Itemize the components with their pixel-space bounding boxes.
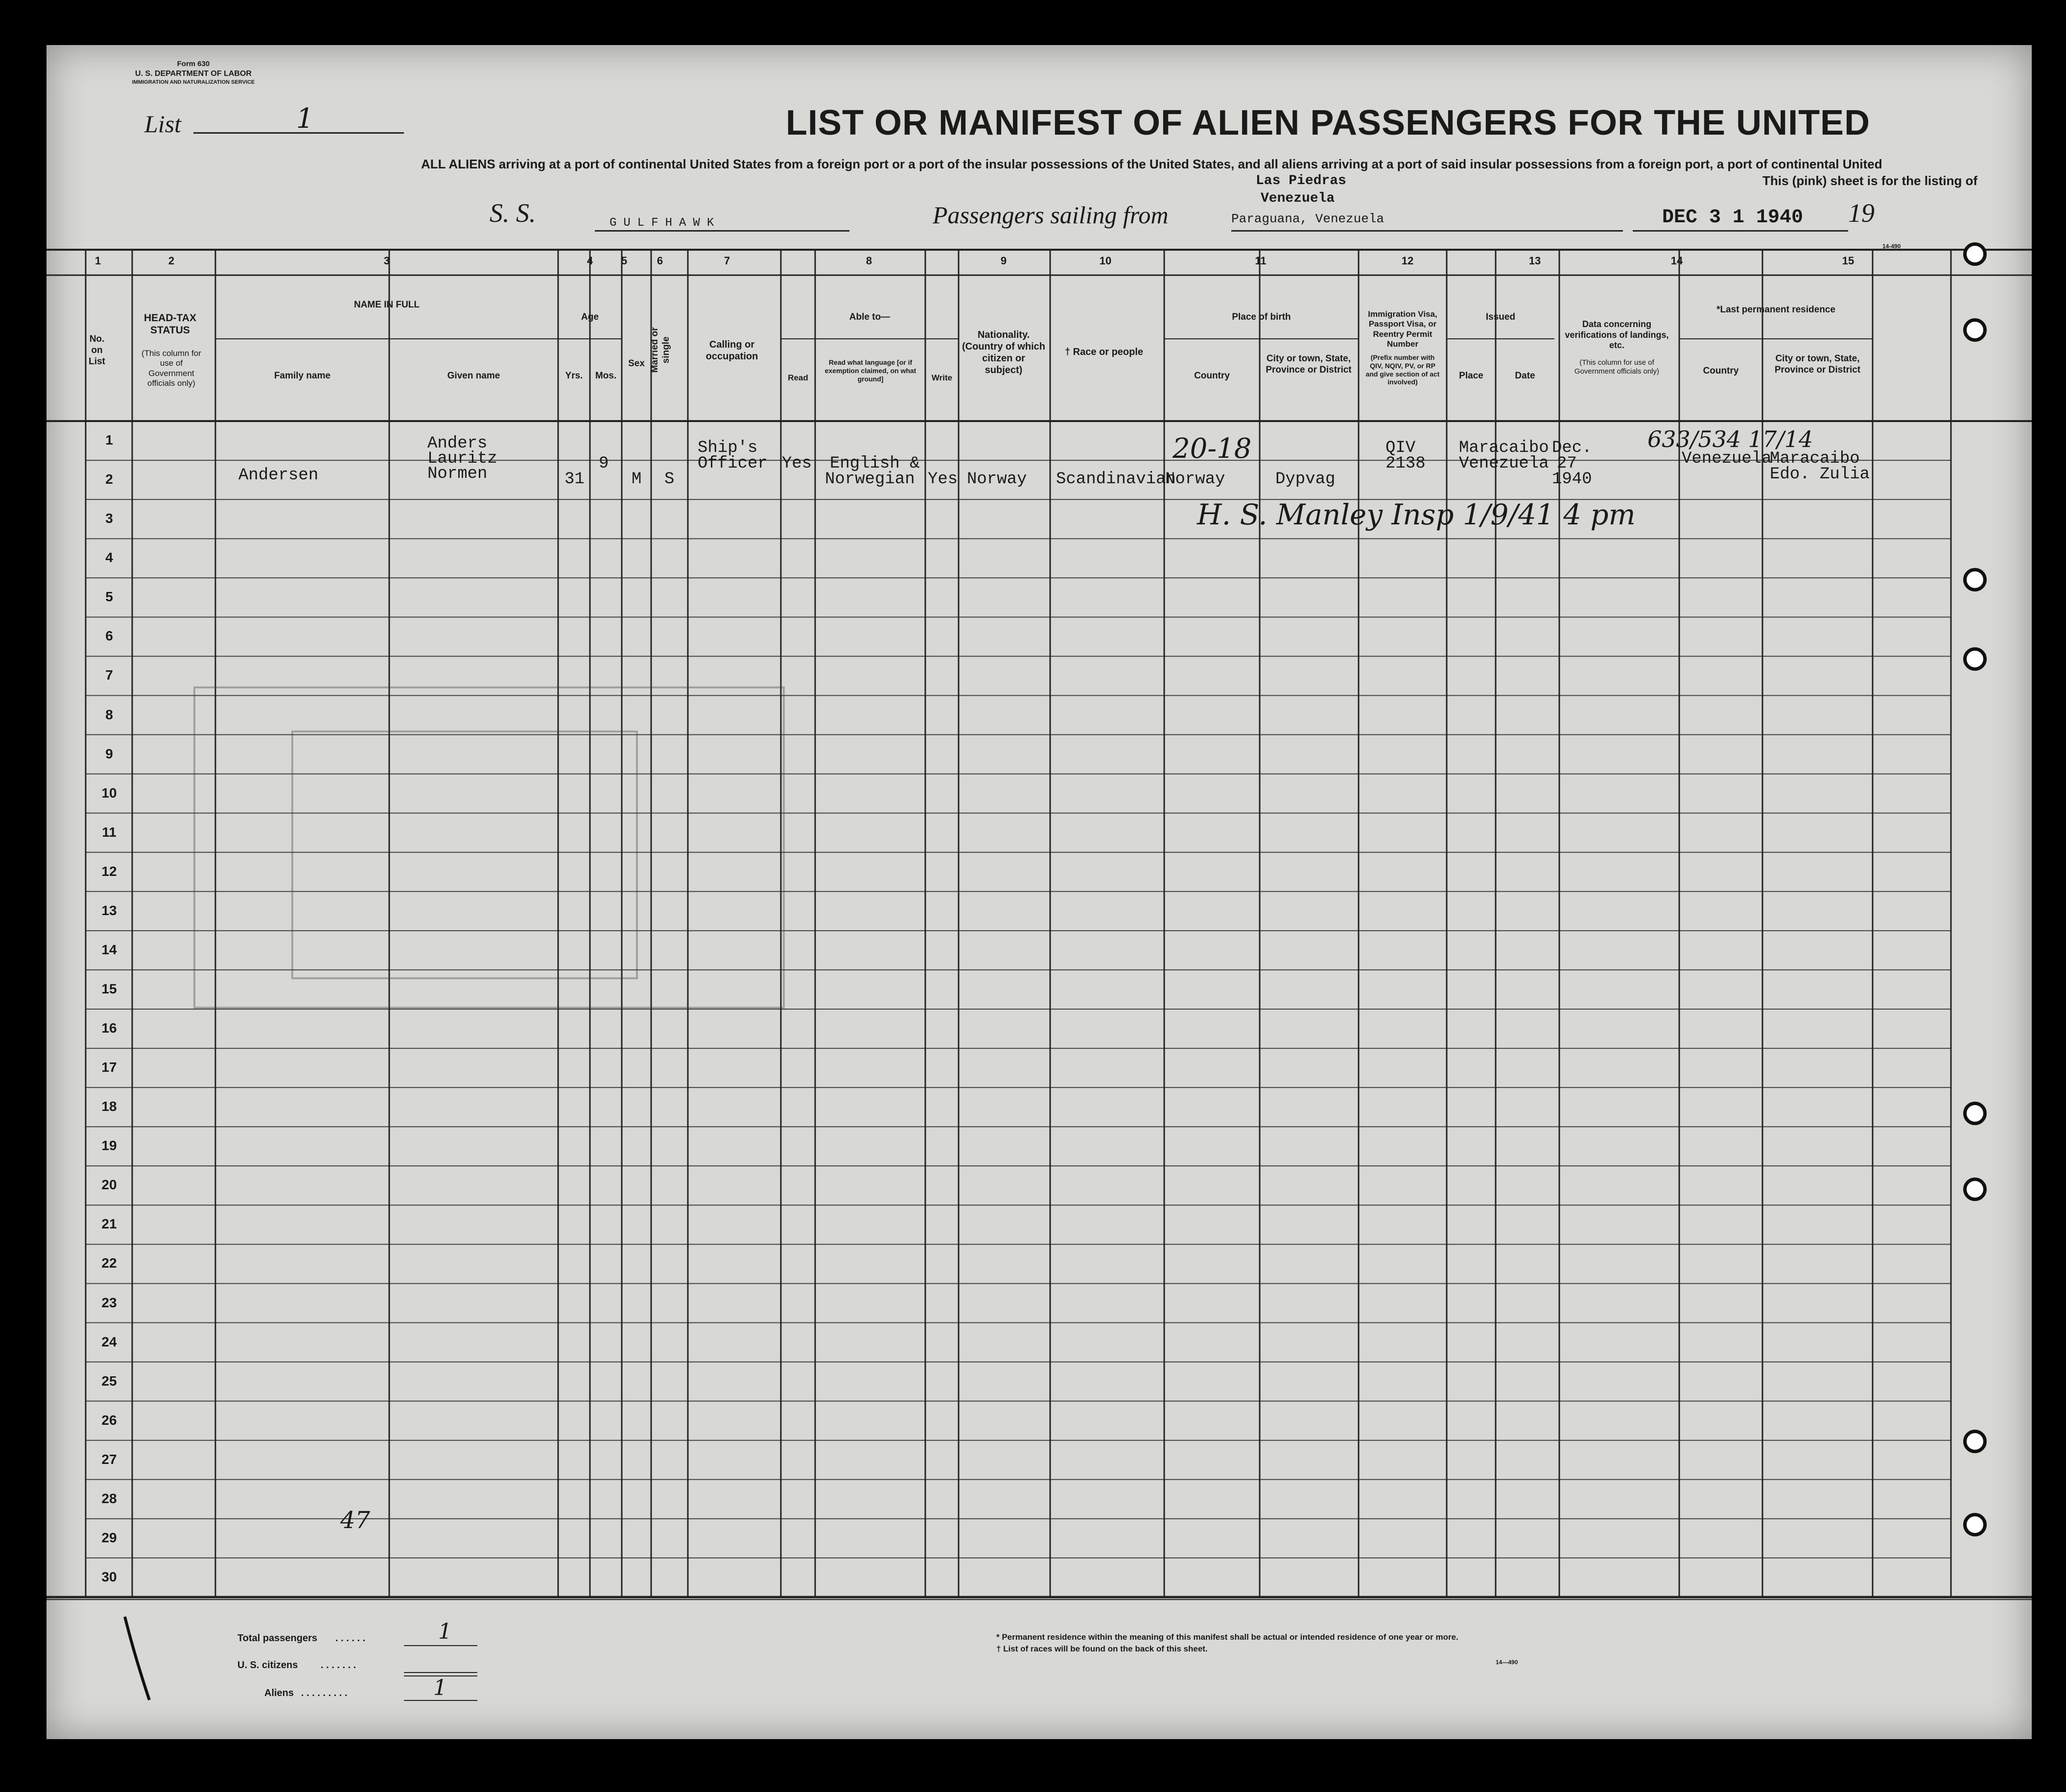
year-label: 19 (1848, 198, 1875, 228)
header-issued-date: Date (1515, 371, 1535, 381)
manifest-sheet (47, 45, 2032, 1739)
entry-nationality: Norway (967, 470, 1027, 489)
header-read: Read (788, 373, 808, 382)
header-given-name: Given name (447, 371, 500, 381)
header-data-concerning: Data concerning verifications of landings, etc. (1565, 319, 1669, 351)
total-line (404, 1645, 477, 1646)
inspector-signature: H. S. Manley Insp 1/9/41 4 pm (1197, 498, 1636, 531)
footer-notes (996, 1631, 1458, 1655)
col-number: 4 (587, 255, 593, 267)
entry-write: Yes (928, 470, 958, 489)
us-citizens-dots: . . . . . . . (321, 1660, 356, 1671)
row-number: 16 (101, 1020, 117, 1036)
binder-hole (1963, 647, 1987, 671)
binder-hole (1963, 1513, 1987, 1536)
header-head-tax: HEAD-TAX STATUS (144, 312, 196, 336)
col-number: 7 (724, 255, 730, 267)
birth-annotation: 20-18 (1173, 433, 1252, 465)
header-res-city: City or town, State, Province or District (1774, 354, 1861, 375)
entry-issued-date-3: 1940 (1552, 470, 1592, 489)
header-visa: Immigration Visa, Passport Visa, or Reentry Permit Number (1368, 309, 1437, 349)
form-number: Form 630 (177, 60, 210, 68)
entry-married: S (664, 470, 675, 489)
ship-name: GULFHAWK (610, 216, 721, 230)
col-number: 13 (1528, 255, 1541, 267)
entry-mos: 9 (599, 454, 609, 473)
col-number: 14 (1670, 255, 1683, 267)
header-data-note: (This column for use of Government officials only) (1574, 358, 1660, 376)
verification-annotation: 633/534 17/14 (1647, 426, 1813, 452)
col-number: 5 (621, 255, 628, 267)
entry-language-1: English & (830, 454, 920, 473)
service-label: IMMIGRATION AND NATURALIZATION SERVICE (132, 79, 255, 85)
header-write: Write (931, 373, 953, 382)
entry-res-city-2: Edo. Zulia (1770, 465, 1870, 484)
row-number: 21 (101, 1216, 117, 1232)
header-birth-country: Country (1194, 371, 1230, 381)
us-citizens-label: U. S. citizens (237, 1660, 298, 1671)
row-number: 6 (105, 628, 113, 644)
header-name-in-full: NAME IN FULL (353, 300, 420, 310)
date-stamp: DEC 3 1 1940 (1662, 207, 1804, 229)
col-number: 1 (94, 255, 101, 267)
row-number: 1 (105, 432, 113, 448)
entry-issued-date-2: 27 (1557, 454, 1577, 473)
col-number: 12 (1401, 255, 1414, 267)
entry-res-city-1: Maracaibo (1770, 449, 1860, 468)
instructions-line-1: ALL ALIENS arriving at a port of continental United States from a foreign port or a port of the insular possessions of the United States, and all aliens arriving at a port of said insular possessions from a foreign port, a port of continental United (421, 157, 1882, 171)
department-label: U. S. DEPARTMENT OF LABOR (135, 70, 252, 78)
col-number: 8 (866, 255, 872, 267)
header-issued-place: Place (1459, 371, 1483, 381)
list-label: List (144, 110, 182, 138)
col-number: 15 (1842, 255, 1855, 267)
footer-code: 14—490 (1496, 1659, 1518, 1666)
row-number: 3 (105, 511, 113, 526)
aliens-value: 1 (433, 1675, 447, 1700)
margin-stroke (115, 1612, 174, 1710)
instructions-line-2: This (pink) sheet is for the listing of (1762, 173, 1978, 188)
row-number: 9 (105, 746, 113, 761)
row-number: 17 (101, 1060, 117, 1075)
aliens-dots: . . . . . . . . . (301, 1688, 348, 1698)
entry-occupation-2: Officer (698, 454, 768, 473)
col-number: 9 (1000, 255, 1007, 267)
binder-hole (1963, 1178, 1987, 1201)
form-code: 14-490 (1882, 243, 1901, 250)
header-mos: Mos. (595, 371, 617, 381)
row-number: 29 (101, 1530, 117, 1545)
entry-issued-place-2: Venezuela (1459, 454, 1549, 473)
row-number: 28 (101, 1490, 117, 1506)
row-number: 19 (101, 1138, 117, 1154)
row-number: 13 (101, 902, 117, 918)
row-number: 10 (101, 785, 117, 801)
row-number: 18 (101, 1099, 117, 1114)
row-number: 14 (101, 942, 117, 957)
entry-race: Scandinavian (1056, 470, 1176, 489)
header-race: † Race or people (1064, 347, 1144, 357)
header-able-to: Able to— (849, 312, 891, 322)
col-number: 11 (1255, 255, 1267, 267)
row-number: 4 (105, 550, 113, 566)
binder-hole (1963, 242, 1987, 266)
entry-issued-date-1: Dec. (1552, 439, 1592, 457)
header-no-on-list: No. on List (89, 334, 105, 367)
entry-issued-place-1: Maracaibo (1459, 439, 1549, 457)
port-line-3: Paraguana, Venezuela (1231, 212, 1385, 226)
entry-read: Yes (782, 454, 812, 473)
port-line-2: Venezuela (1261, 191, 1335, 206)
row-number: 11 (102, 824, 117, 840)
ss-label: S. S. (490, 198, 536, 228)
col-number: 2 (168, 255, 175, 267)
binder-hole (1963, 1430, 1987, 1453)
entry-visa-1: QIV (1385, 439, 1416, 457)
us-citizens-line (404, 1672, 477, 1673)
footer-note-residence: * Permanent residence within the meaning of this manifest shall be actual or intended residence of one year or more. (996, 1632, 1458, 1642)
aliens-label: Aliens (264, 1688, 294, 1698)
sailing-label: Passengers sailing from (933, 201, 1169, 229)
faded-stamp (291, 731, 638, 979)
entry-sex: M (632, 470, 642, 489)
row-number: 15 (101, 981, 117, 996)
header-calling: Calling or occupation (705, 339, 758, 362)
entry-language-2: Norwegian (825, 470, 915, 489)
row-number: 7 (105, 667, 113, 683)
binder-hole (1963, 1102, 1987, 1125)
col-number: 6 (657, 255, 663, 267)
entry-occupation-1: Ship's (698, 439, 758, 457)
row-number: 23 (101, 1295, 117, 1310)
row-number: 2 (105, 472, 113, 487)
row-number: 12 (101, 863, 117, 879)
row-number: 25 (101, 1373, 117, 1389)
header-visa-note: (Prefix number with QIV, NQIV, PV, or RP and give section of act involved) (1365, 354, 1440, 386)
footer-note-races: † List of races will be found on the back of this sheet. (996, 1644, 1208, 1653)
header-birth-city: City or town, State, Province or District (1266, 354, 1352, 375)
header-read-language: Read what language [or if exemption claimed, on what ground] (824, 358, 916, 383)
header-res-country: Country (1703, 366, 1739, 376)
entry-given-name-3: Normen (427, 465, 488, 483)
page-title: LIST OR MANIFEST OF ALIEN PASSENGERS FOR THE UNITED (786, 103, 1871, 142)
row-number: 8 (105, 707, 113, 722)
header-yrs: Yrs. (565, 371, 583, 381)
entry-visa-2: 2138 (1385, 454, 1426, 473)
header-issued: Issued (1485, 312, 1516, 322)
row-number: 30 (101, 1569, 117, 1584)
entry-family-name: Andersen (238, 466, 319, 485)
list-value: 1 (296, 103, 314, 135)
entry-res-country: Venezuela (1682, 449, 1772, 468)
binder-hole (1963, 568, 1987, 591)
entry-birth-country: Norway (1165, 470, 1225, 489)
total-dots: . . . . . . (335, 1633, 366, 1644)
margin-number: 47 (340, 1507, 371, 1534)
row-number: 27 (101, 1451, 117, 1467)
total-passengers-label: Total passengers (237, 1633, 318, 1644)
header-nationality: Nationality. (Country of which citizen or subject) (962, 330, 1045, 376)
header-age: Age (581, 312, 599, 322)
row-number: 26 (101, 1412, 117, 1428)
port-line-1: Las Piedras (1256, 173, 1346, 189)
entry-given-name-2: Lauritz (427, 449, 497, 468)
header-last-residence: *Last permanent residence (1716, 305, 1835, 315)
row-number: 24 (101, 1334, 117, 1349)
binder-hole (1963, 318, 1987, 342)
row-number: 22 (101, 1255, 117, 1271)
header-head-tax-note: (This column for use of Government officials only) (141, 349, 201, 388)
col-number: 10 (1099, 255, 1112, 267)
entry-yrs: 31 (564, 470, 585, 489)
col-number: 3 (383, 255, 390, 267)
entry-given-name-1: Anders (427, 434, 488, 453)
row-number: 20 (101, 1177, 117, 1193)
total-passengers-value: 1 (438, 1619, 452, 1644)
entry-birth-city: Dypvag (1275, 470, 1336, 489)
header-place-of-birth: Place of birth (1232, 312, 1291, 322)
header-married: Married or single (650, 327, 671, 373)
header-family-name: Family name (274, 371, 331, 381)
row-number: 5 (105, 589, 113, 605)
header-sex: Sex (628, 358, 645, 369)
